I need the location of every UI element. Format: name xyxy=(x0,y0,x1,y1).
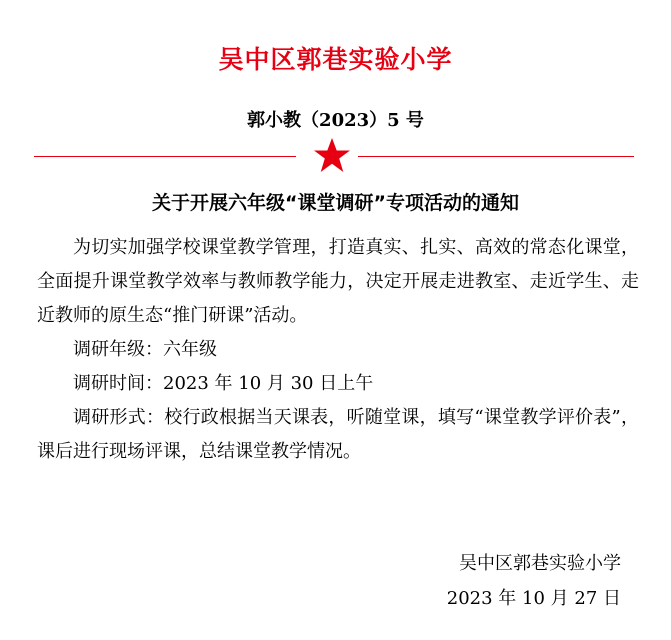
notice-title: 关于开展六年级“课堂调研”专项活动的通知 xyxy=(152,192,519,214)
signature-date: 2023 年 10 月 27 日 xyxy=(446,588,621,609)
notice-paragraph-intro: 为切实加强学校课堂教学管理，打造真实、扎实、高效的常态化课堂，全面提升课堂教学效率与教师教学能力，决定开展走进教室、走近学生、走近教师的原生态“推门研课”活动。 xyxy=(37,237,639,326)
notice-paragraph-format: 调研形式：校行政根据当天课表，听随堂课，填写“课堂教学评价表”，课后进行现场评课，总结课堂教学情况。 xyxy=(37,407,639,462)
red-star-icon xyxy=(312,136,352,176)
organization-title: 吴中区郭巷实验小学 xyxy=(218,45,453,74)
red-divider-right xyxy=(358,156,634,157)
signature-organization: 吴中区郭巷实验小学 xyxy=(459,553,621,574)
red-divider-left xyxy=(34,156,296,157)
notice-body xyxy=(37,231,639,469)
notice-paragraph-time: 调研时间：2023 年 10 月 30 日上午 xyxy=(73,373,374,394)
signature-block xyxy=(447,546,621,616)
notice-paragraph-grade: 调研年级：六年级 xyxy=(73,339,217,360)
document-number: 郭小教（2023）5 号 xyxy=(247,110,424,131)
